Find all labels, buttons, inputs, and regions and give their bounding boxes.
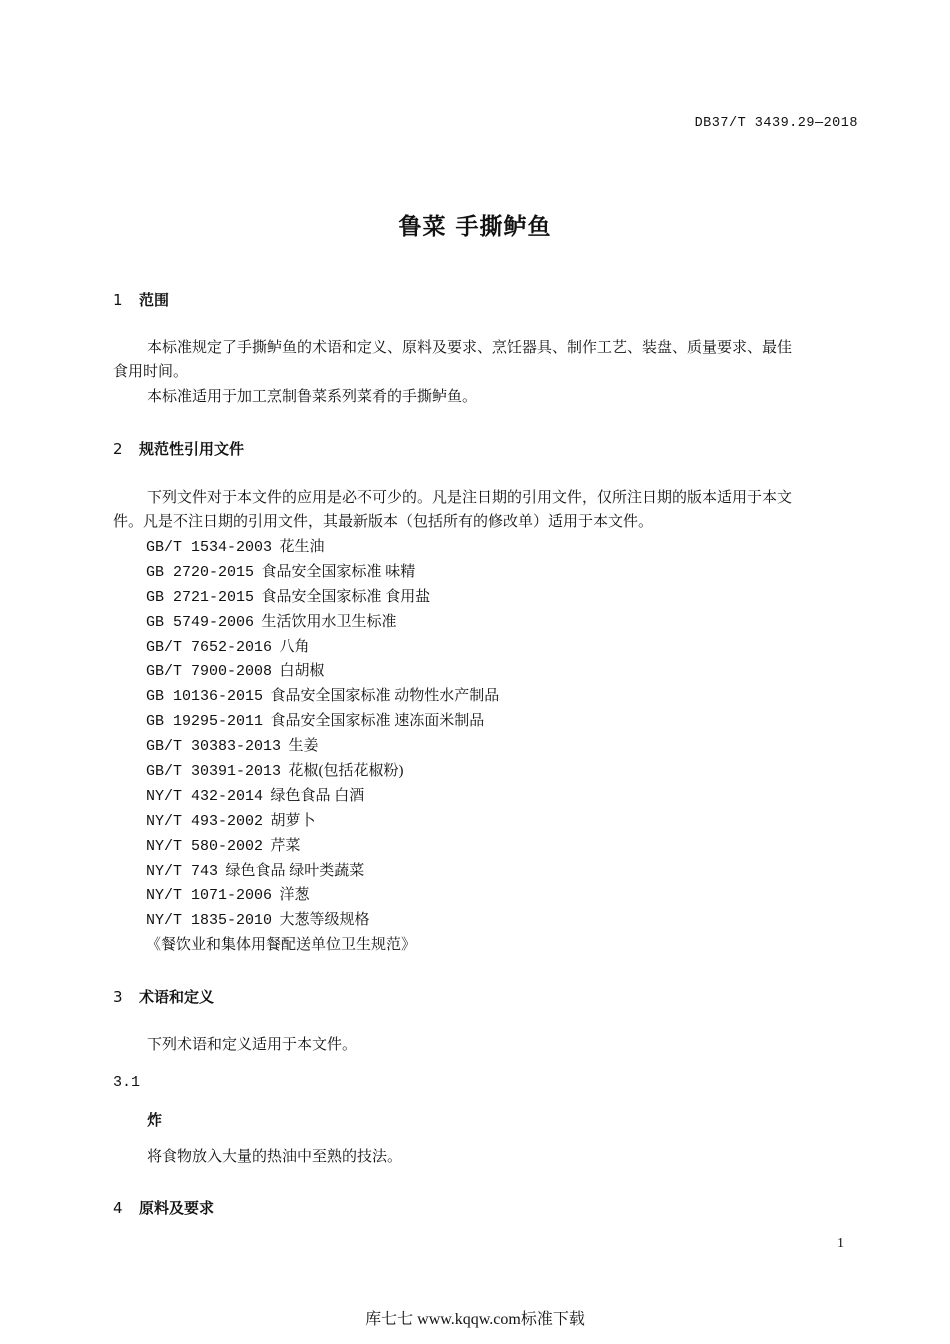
reference-code: GB/T 30383-2013 <box>146 738 282 756</box>
term-name: 炸 <box>147 1111 163 1129</box>
reference-code: GB/T 30391-2013 <box>146 763 282 781</box>
reference-name: 洋葱 <box>279 887 310 904</box>
reference-name: 花椒(包括花椒粉) <box>288 763 404 780</box>
reference-name: 《餐饮业和集体用餐配送单位卫生规范》 <box>146 937 417 954</box>
reference-name: 食品安全国家标准 速冻面米制品 <box>270 713 485 730</box>
reference-item <box>146 883 499 908</box>
reference-item <box>146 709 499 734</box>
reference-item <box>146 684 499 709</box>
document-title: 鲁菜 手撕鲈鱼 <box>398 214 552 240</box>
reference-name: 绿色食品 绿叶类蔬菜 <box>225 862 365 879</box>
reference-code: NY/T 493-2002 <box>146 812 264 830</box>
section-title: 术语和定义 <box>139 988 215 1006</box>
reference-code: NY/T 743 <box>146 862 219 880</box>
reference-code: GB/T 1534-2003 <box>146 539 273 556</box>
reference-code: NY/T 1071-2006 <box>146 887 273 905</box>
section-title: 原料及要求 <box>139 1199 215 1217</box>
document-id: DB37/T 3439.29—2018 <box>694 116 858 131</box>
footer-watermark: 库七七 www.kqqw.com标准下载 <box>365 1311 585 1328</box>
section-4-heading <box>113 1197 214 1218</box>
reference-code: GB 5749-2006 <box>146 613 255 631</box>
section-title: 范围 <box>139 291 170 309</box>
section-number: 4 <box>113 1199 123 1217</box>
reference-item <box>146 784 499 809</box>
reference-code: GB 19295-2011 <box>146 713 264 731</box>
section-number: 2 <box>113 440 123 458</box>
reference-name: 芹菜 <box>270 837 301 854</box>
reference-name: 食品安全国家标准 动物性水产制品 <box>270 688 500 705</box>
term-definition: 将食物放入大量的热油中至熟的技法。 <box>147 1149 403 1165</box>
reference-code: GB 2720-2015 <box>146 563 255 581</box>
reference-code: GB 2721-2015 <box>146 588 255 606</box>
reference-code: GB/T 7900-2008 <box>146 663 273 681</box>
paragraph-line: 下列文件对于本文件的应用是必不可少的。凡是注日期的引用文件，仅所注日期的版本适用于本文 <box>147 490 793 506</box>
reference-name: 生活饮用水卫生标准 <box>261 613 397 630</box>
paragraph-line: 食用时间。 <box>113 364 189 380</box>
reference-name: 花生油 <box>279 539 325 555</box>
reference-name: 白胡椒 <box>279 663 325 680</box>
reference-item <box>146 535 499 560</box>
reference-item <box>146 908 499 933</box>
reference-item <box>146 560 499 585</box>
normative-references-list <box>146 535 499 958</box>
section-number: 3 <box>113 988 123 1006</box>
reference-code: NY/T 580-2002 <box>146 837 264 855</box>
reference-item <box>146 933 499 958</box>
section-number: 1 <box>113 291 123 309</box>
section-1-heading <box>113 289 169 310</box>
paragraph: 下列术语和定义适用于本文件。 <box>147 1037 358 1053</box>
section-title: 规范性引用文件 <box>139 440 245 458</box>
reference-item <box>146 635 499 660</box>
reference-name: 大葱等级规格 <box>279 912 370 929</box>
section-3-heading <box>113 986 214 1007</box>
term-number: 3.1 <box>113 1074 141 1091</box>
reference-name: 生姜 <box>288 738 319 755</box>
reference-name: 绿色食品 白酒 <box>270 787 365 804</box>
reference-item <box>146 859 499 884</box>
reference-item <box>146 834 499 859</box>
reference-item <box>146 610 499 635</box>
reference-code: NY/T 1835-2010 <box>146 912 273 930</box>
section-2-heading <box>113 438 244 459</box>
reference-name: 胡萝卜 <box>270 812 316 829</box>
paragraph: 本标准适用于加工烹制鲁菜系列菜肴的手撕鲈鱼。 <box>147 389 478 405</box>
reference-item <box>146 809 499 834</box>
reference-item <box>146 734 499 759</box>
reference-name: 食品安全国家标准 食用盐 <box>261 588 431 605</box>
reference-name: 八角 <box>279 638 310 655</box>
reference-item <box>146 585 499 610</box>
reference-item <box>146 659 499 684</box>
page-number: 1 <box>837 1236 844 1251</box>
reference-code: GB 10136-2015 <box>146 688 264 706</box>
reference-code: GB/T 7652-2016 <box>146 638 273 656</box>
reference-item <box>146 759 499 784</box>
reference-name: 食品安全国家标准 味精 <box>261 563 416 580</box>
paragraph-line: 件。凡是不注日期的引用文件，其最新版本（包括所有的修改单）适用于本文件。 <box>113 514 654 530</box>
paragraph-line: 本标准规定了手撕鲈鱼的术语和定义、原料及要求、烹饪器具、制作工艺、装盘、质量要求、最佳 <box>147 340 793 356</box>
reference-code: NY/T 432-2014 <box>146 787 264 805</box>
